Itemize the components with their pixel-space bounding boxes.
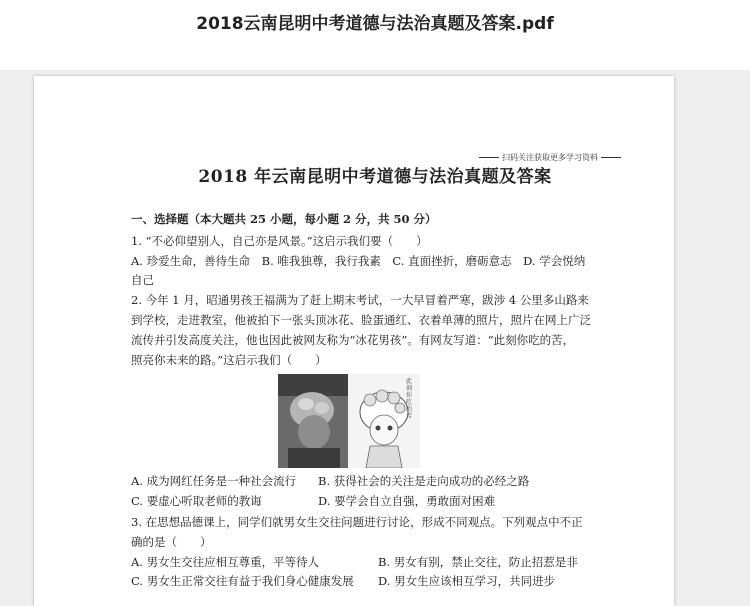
q1-options-cont: 自己 bbox=[131, 273, 154, 287]
section-heading: 一、选择题（本大题共 25 小题，每小题 2 分，共 50 分） bbox=[131, 212, 437, 226]
q2-option-c: C. 要虚心听取老师的教诲 bbox=[131, 494, 262, 508]
watermark-dash-right bbox=[601, 157, 621, 158]
q3-option-c: C. 男女生正常交往有益于我们身心健康发展 bbox=[131, 574, 354, 588]
photo-boy bbox=[278, 374, 348, 468]
boy-photo-icon bbox=[278, 374, 348, 468]
q3-option-a: A. 男女生交往应相互尊重，平等待人 bbox=[131, 555, 320, 569]
q3-option-d: D. 男女生应该相互学习，共同进步 bbox=[378, 574, 556, 588]
q1-stem: 1. “不必仰望别人，自己亦是风景。”这启示我们要（ ） bbox=[131, 234, 428, 248]
q3-option-b: B. 男女有别，禁止交往，防止招惹是非 bbox=[378, 555, 578, 569]
q2-image bbox=[278, 374, 420, 468]
q2-line-2: 到学校，走进教室，他被拍下一张头顶冰花、脸蛋通红、衣着单薄的照片，照片在网上广泛 bbox=[131, 313, 591, 327]
image-caption: 此刻你吃的苦 bbox=[406, 378, 413, 420]
q1-options: A. 珍爱生命，善待生命 B. 唯我独尊，我行我素 C. 直面挫折，磨砺意志 D. 学会悦纳 bbox=[131, 254, 586, 268]
file-title: 2018云南昆明中考道德与法治真题及答案.pdf bbox=[196, 14, 554, 34]
watermark-text: 扫码关注获取更多学习资料 bbox=[502, 153, 598, 162]
q2-option-d: D. 要学会自立自强，勇敢面对困难 bbox=[318, 494, 496, 508]
watermark-dash-left bbox=[479, 157, 499, 158]
q2-option-a: A. 成为网红任务是一种社会流行 bbox=[131, 474, 297, 488]
q2-option-b: B. 获得社会的关注是走向成功的必经之路 bbox=[318, 474, 530, 488]
viewer-toolbar bbox=[0, 0, 750, 70]
cartoon-boy bbox=[348, 374, 420, 468]
document-title: 2018 年云南昆明中考道德与法治真题及答案 bbox=[198, 167, 552, 187]
q2-line-1: 2. 今年 1 月，昭通男孩王福满为了赶上期末考试，一大早冒着严寒，跋涉 4 公里多山路来 bbox=[131, 293, 589, 307]
q3-line-2: 确的是（ ） bbox=[131, 535, 212, 549]
q2-line-3: 流传并引发高度关注，他也因此被网友称为“冰花男孩”。有网友写道：“此刻你吃的苦， bbox=[131, 333, 575, 347]
q2-line-4: 照亮你未来的路。”这启示我们（ ） bbox=[131, 353, 327, 367]
q3-line-1: 3. 在思想品德课上，同学们就男女生交往问题进行讨论，形成不同观点。下列观点中不正 bbox=[131, 515, 583, 529]
